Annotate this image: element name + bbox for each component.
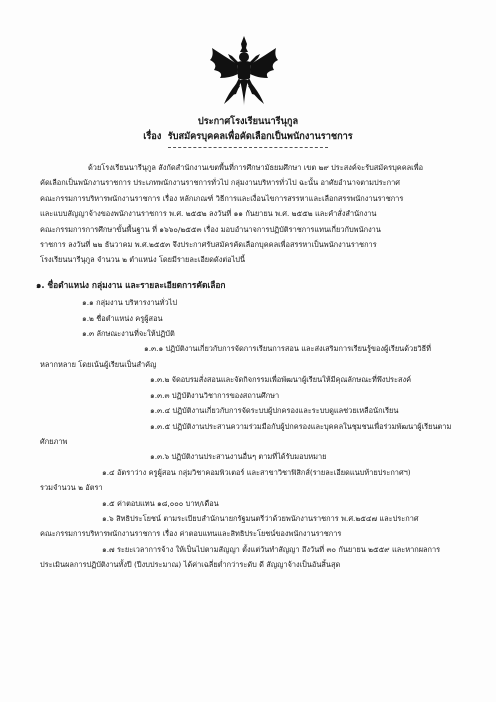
item-1-7: ๑.๗ ระยะเวลาการจ้าง ให้เป็นไปตามสัญญา ตั้งแต่วันทำสัญญา ถึงวันที่ ๓๐ กันยายน ๒๕๕๙ และหากผลการ (102, 544, 441, 554)
item-1-3-1-continued: หลากหลาย โดยเน้นผู้เรียนเป็นสำคัญ (40, 359, 157, 369)
item-1-4: ๑.๔ อัตราว่าง ครูผู้สอน กลุ่มวิชาคอมพิวเตอร์ และสาขาวิชาฟิสิกส์(รายละเอียดแนบท้ายประกาศฯ) (102, 467, 411, 477)
item-1-6-continued: คณะกรรมการบริหารพนักงานราชการ เรื่อง ค่าตอบแทนและสิทธิประโยชน์ของพนักงานราชการ (40, 529, 342, 539)
item-1-3: ๑.๓ ลักษณะงานที่จะให้ปฏิบัติ (82, 329, 175, 339)
intro-line: ราชการ ลงวันที่ ๒๒ ธันวาคม พ.ศ.๒๕๕๓ จึงประกาศรับสมัครคัดเลือกบุคคลเพื่อสรรหาเป็นพนักงานราชการ (40, 240, 377, 250)
item-1-1: ๑.๑ กลุ่มงาน บริหารงานทั่วไป (82, 298, 178, 308)
intro-line: โรงเรียนนารีนุกูล จำนวน ๒ ตำแหน่ง โดยมีรายละเอียดดังต่อไปนี้ (40, 255, 246, 265)
item-1-3-1: ๑.๓.๑ ปฏิบัติงานเกี่ยวกับการจัดการเรียนการสอน และส่งเสริมการเรียนรู้ของผู้เรียนด้วยวิธีที่ (144, 344, 432, 354)
section-1-heading: ๑. ชื่อตำแหน่ง กลุ่มงาน และรายละเอียดการคัดเลือก (36, 279, 226, 290)
item-1-7-continued: ประเมินผลการปฏิบัติงานทั้งปี (ปีงบประมาณ) ได้ค่าเฉลี่ยต่ำกว่าระดับ ดี สัญญาจ้างเป็นอันสิ้นสุด (40, 560, 341, 570)
intro-line: คัดเลือกเป็นพนักงานราชการ ประเภทพนักงานราชการทั่วไป กลุ่มงานบริหารทั่วไป ฉะนั้น อาศัยอำนาจตามประกาศ (40, 178, 400, 188)
intro-line: ด้วยโรงเรียนนารีนุกูล สังกัดสำนักงานเขตพื้นที่การศึกษามัธยมศึกษา เขต ๒๙ ประสงค์จะรับสมัครบุคคลเพื่อ (88, 163, 424, 172)
announcement-subject-line (0, 129, 496, 144)
intro-line: คณะกรรมการการศึกษาขั้นพื้นฐาน ที่ ๑๖๖๐/๒๕๕๓ เรื่อง มอบอำนาจการปฏิบัติราชการแทนเกี่ยวกับพนักงาน (40, 224, 381, 234)
subject-label: เรื่อง (143, 131, 162, 142)
title-divider (168, 147, 328, 148)
item-1-2: ๑.๒ ชื่อตำแหน่ง ครูผู้สอน (82, 313, 163, 323)
garuda-emblem-icon (206, 34, 282, 110)
item-1-6: ๑.๖ สิทธิประโยชน์ ตามระเบียบสำนักนายกรัฐมนตรีว่าด้วยพนักงานราชการ พ.ศ.๒๕๔๗ และประกาศ (102, 513, 419, 523)
item-1-4-continued: รวมจำนวน ๒ อัตรา (40, 483, 103, 493)
subject-text: รับสมัครบุคคลเพื่อคัดเลือกเป็นพนักงานราชการ (167, 131, 353, 142)
intro-line: และแบบสัญญาจ้างของพนักงานราชการ พ.ศ. ๒๕๕๒ ลงวันที่ ๑๑ กันยายน พ.ศ. ๒๕๕๒ และคำสั่งสำนักงาน (40, 209, 377, 219)
intro-line: คณะกรรมการบริหารพนักงานราชการ เรื่อง หลักเกณฑ์ วิธีการและเงื่อนไขการสรรหาและเลือกสรรพนักงานราชการ (40, 193, 404, 203)
item-1-3-3: ๑.๓.๓ ปฏิบัติงานวิชาการของสถานศึกษา (150, 390, 280, 400)
item-1-3-6: ๑.๓.๖ ปฏิบัติงานประสานงานอื่นๆ ตามที่ได้รับมอบหมาย (150, 452, 327, 462)
announcement-org-title: ประกาศโรงเรียนนารีนุกูล (197, 116, 299, 127)
item-1-3-5-continued: ศักยภาพ (40, 436, 68, 446)
item-1-3-2: ๑.๓.๒ จัดอบรมสั่งสอนและจัดกิจกรรมเพื่อพัฒนาผู้เรียนให้มีคุณลักษณะที่พึงประสงค์ (150, 375, 412, 385)
item-1-3-5: ๑.๓.๕ ปฏิบัติงานประสานความร่วมมือกับผู้ปกครองและบุคคลในชุมชนเพื่อร่วมพัฒนาผู้เรียนตาม (150, 421, 452, 431)
announcement-body (36, 160, 460, 573)
item-1-5: ๑.๕ ค่าตอบแทน ๑๘,๐๐๐ บาท/เดือน (102, 498, 219, 508)
item-1-3-4: ๑.๓.๔ ปฏิบัติงานเกี่ยวกับการจัดระบบผู้ปกครองและระบบดูแลช่วยเหลือนักเรียน (150, 406, 399, 416)
